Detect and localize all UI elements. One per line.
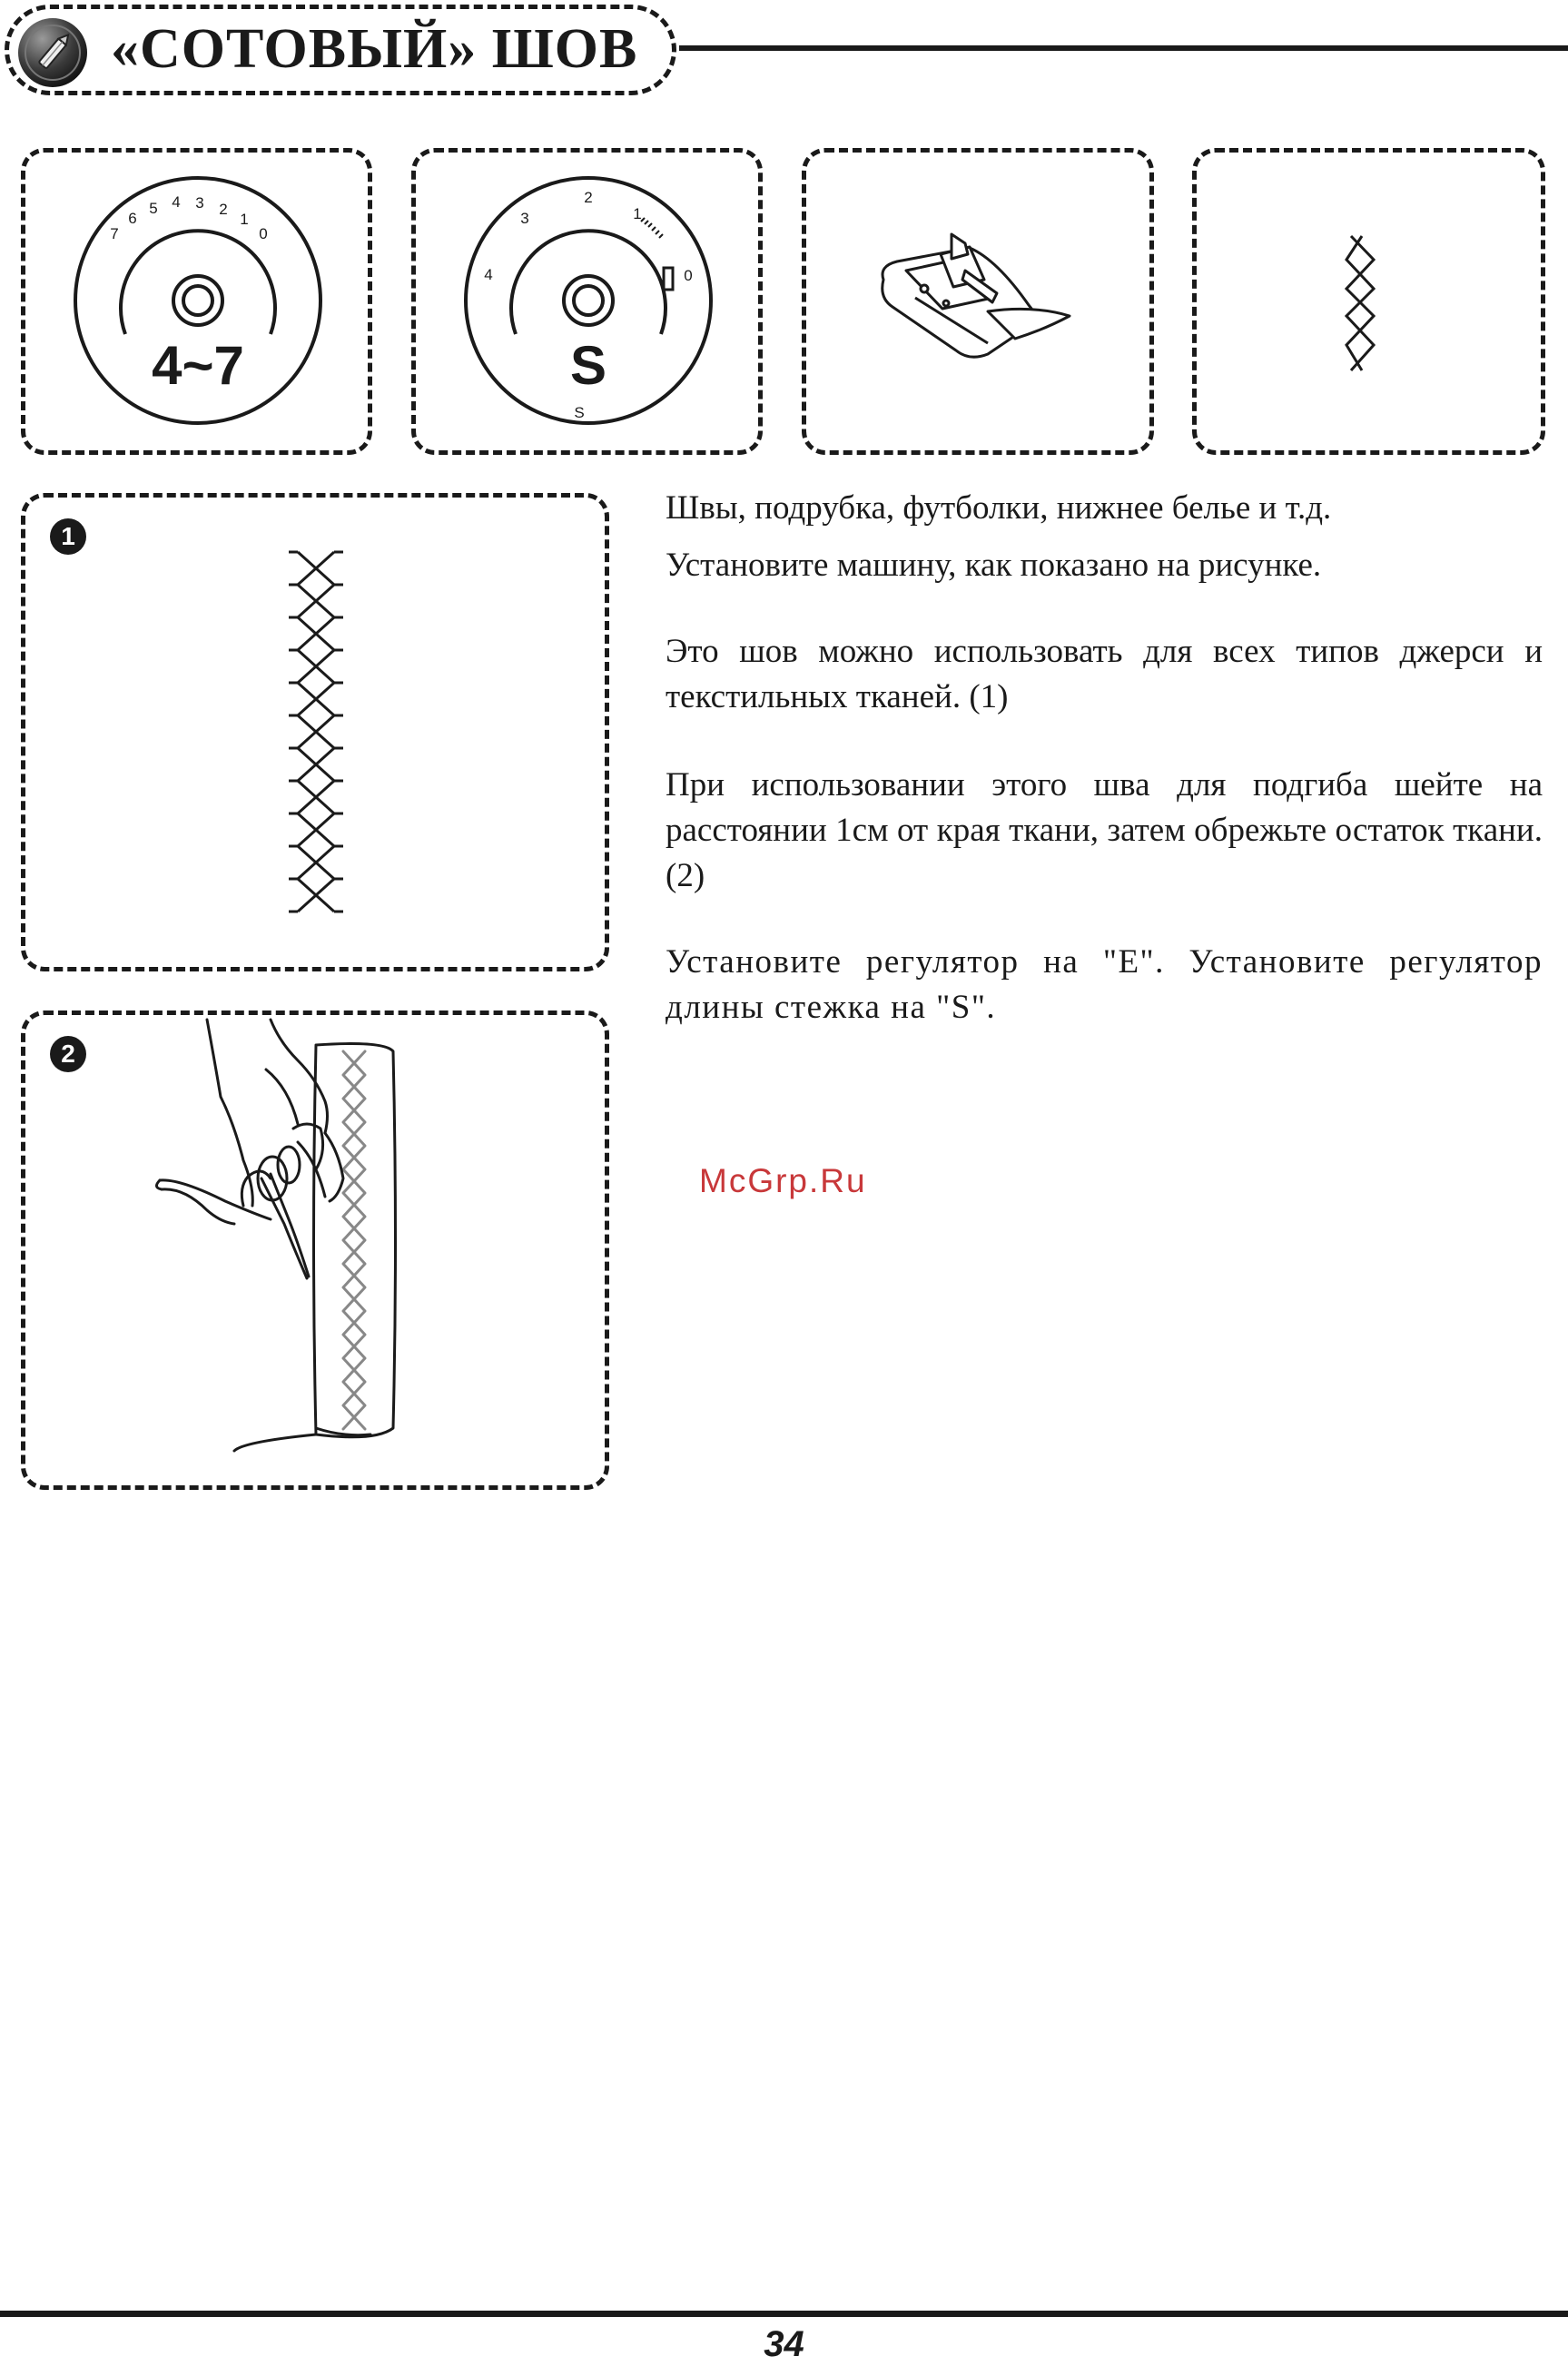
dial-scale-mark: 6 (128, 210, 137, 227)
dial-scale-mark: 0 (259, 225, 268, 242)
stitch-pattern-panel (1192, 148, 1545, 455)
honeycomb-stitch-icon (1197, 153, 1541, 450)
watermark: McGrp.Ru (699, 1162, 867, 1199)
stitch-width-dial-icon (25, 153, 368, 450)
usage-text: Швы, подрубка, футболки, нижнее белье и т.д. (666, 489, 1332, 527)
dial-scale-mark: S (574, 404, 585, 421)
dial-scale-mark: 1 (633, 205, 642, 222)
honeycomb-seam-icon (25, 498, 605, 967)
dial-scale-mark: 2 (219, 201, 228, 218)
stitch-length-dial-icon (416, 153, 758, 450)
dial-scale-mark: 3 (195, 194, 204, 212)
dial-scale-mark: 5 (149, 200, 158, 217)
dial-scale-mark: 1 (240, 211, 249, 228)
dial-scale-mark: 3 (520, 210, 529, 227)
dial-scale-mark: 0 (684, 267, 693, 284)
dial-scale-mark: 7 (110, 225, 119, 242)
presser-foot-panel (802, 148, 1154, 455)
figure-number-badge: 1 (50, 518, 86, 555)
title-rule (679, 45, 1568, 51)
figure-2-panel (21, 1010, 609, 1490)
stitch-length-value: S (569, 335, 607, 396)
dial-scale-mark: 4 (484, 266, 493, 283)
dial-scale-mark: 2 (584, 189, 593, 206)
hands-trimming-fabric-icon (25, 1015, 605, 1485)
stitch-length-panel (411, 148, 763, 455)
fabric-note: Это шов можно использовать для всех типов джерси и текстильных тканей. (1) (666, 633, 1543, 715)
page-number: 34 (764, 2324, 804, 2364)
stitch-width-panel (21, 148, 372, 455)
footer-rule (0, 2311, 1568, 2317)
setup-instruction: Установите машину, как показано на рисунке. (666, 547, 1322, 584)
pencil-badge-icon (16, 16, 89, 89)
hem-instruction: При использовании этого шва для подгиба шейте на расстоянии 1см от края ткани, затем обрежьте остаток ткани. (2) (666, 766, 1543, 894)
page-title: «СОТОВЫЙ» ШОВ (111, 18, 638, 80)
figure-number-badge: 2 (50, 1036, 86, 1072)
presser-foot-icon (806, 153, 1149, 450)
regulator-instruction: Установите регулятор на "E". Установите регулятор длины стежка на "S". (666, 943, 1543, 1026)
figure-1-panel (21, 493, 609, 971)
seam-zigzag (298, 552, 334, 912)
dial-scale-mark: 4 (172, 193, 181, 211)
stitch-width-value: 4~7 (152, 335, 244, 396)
